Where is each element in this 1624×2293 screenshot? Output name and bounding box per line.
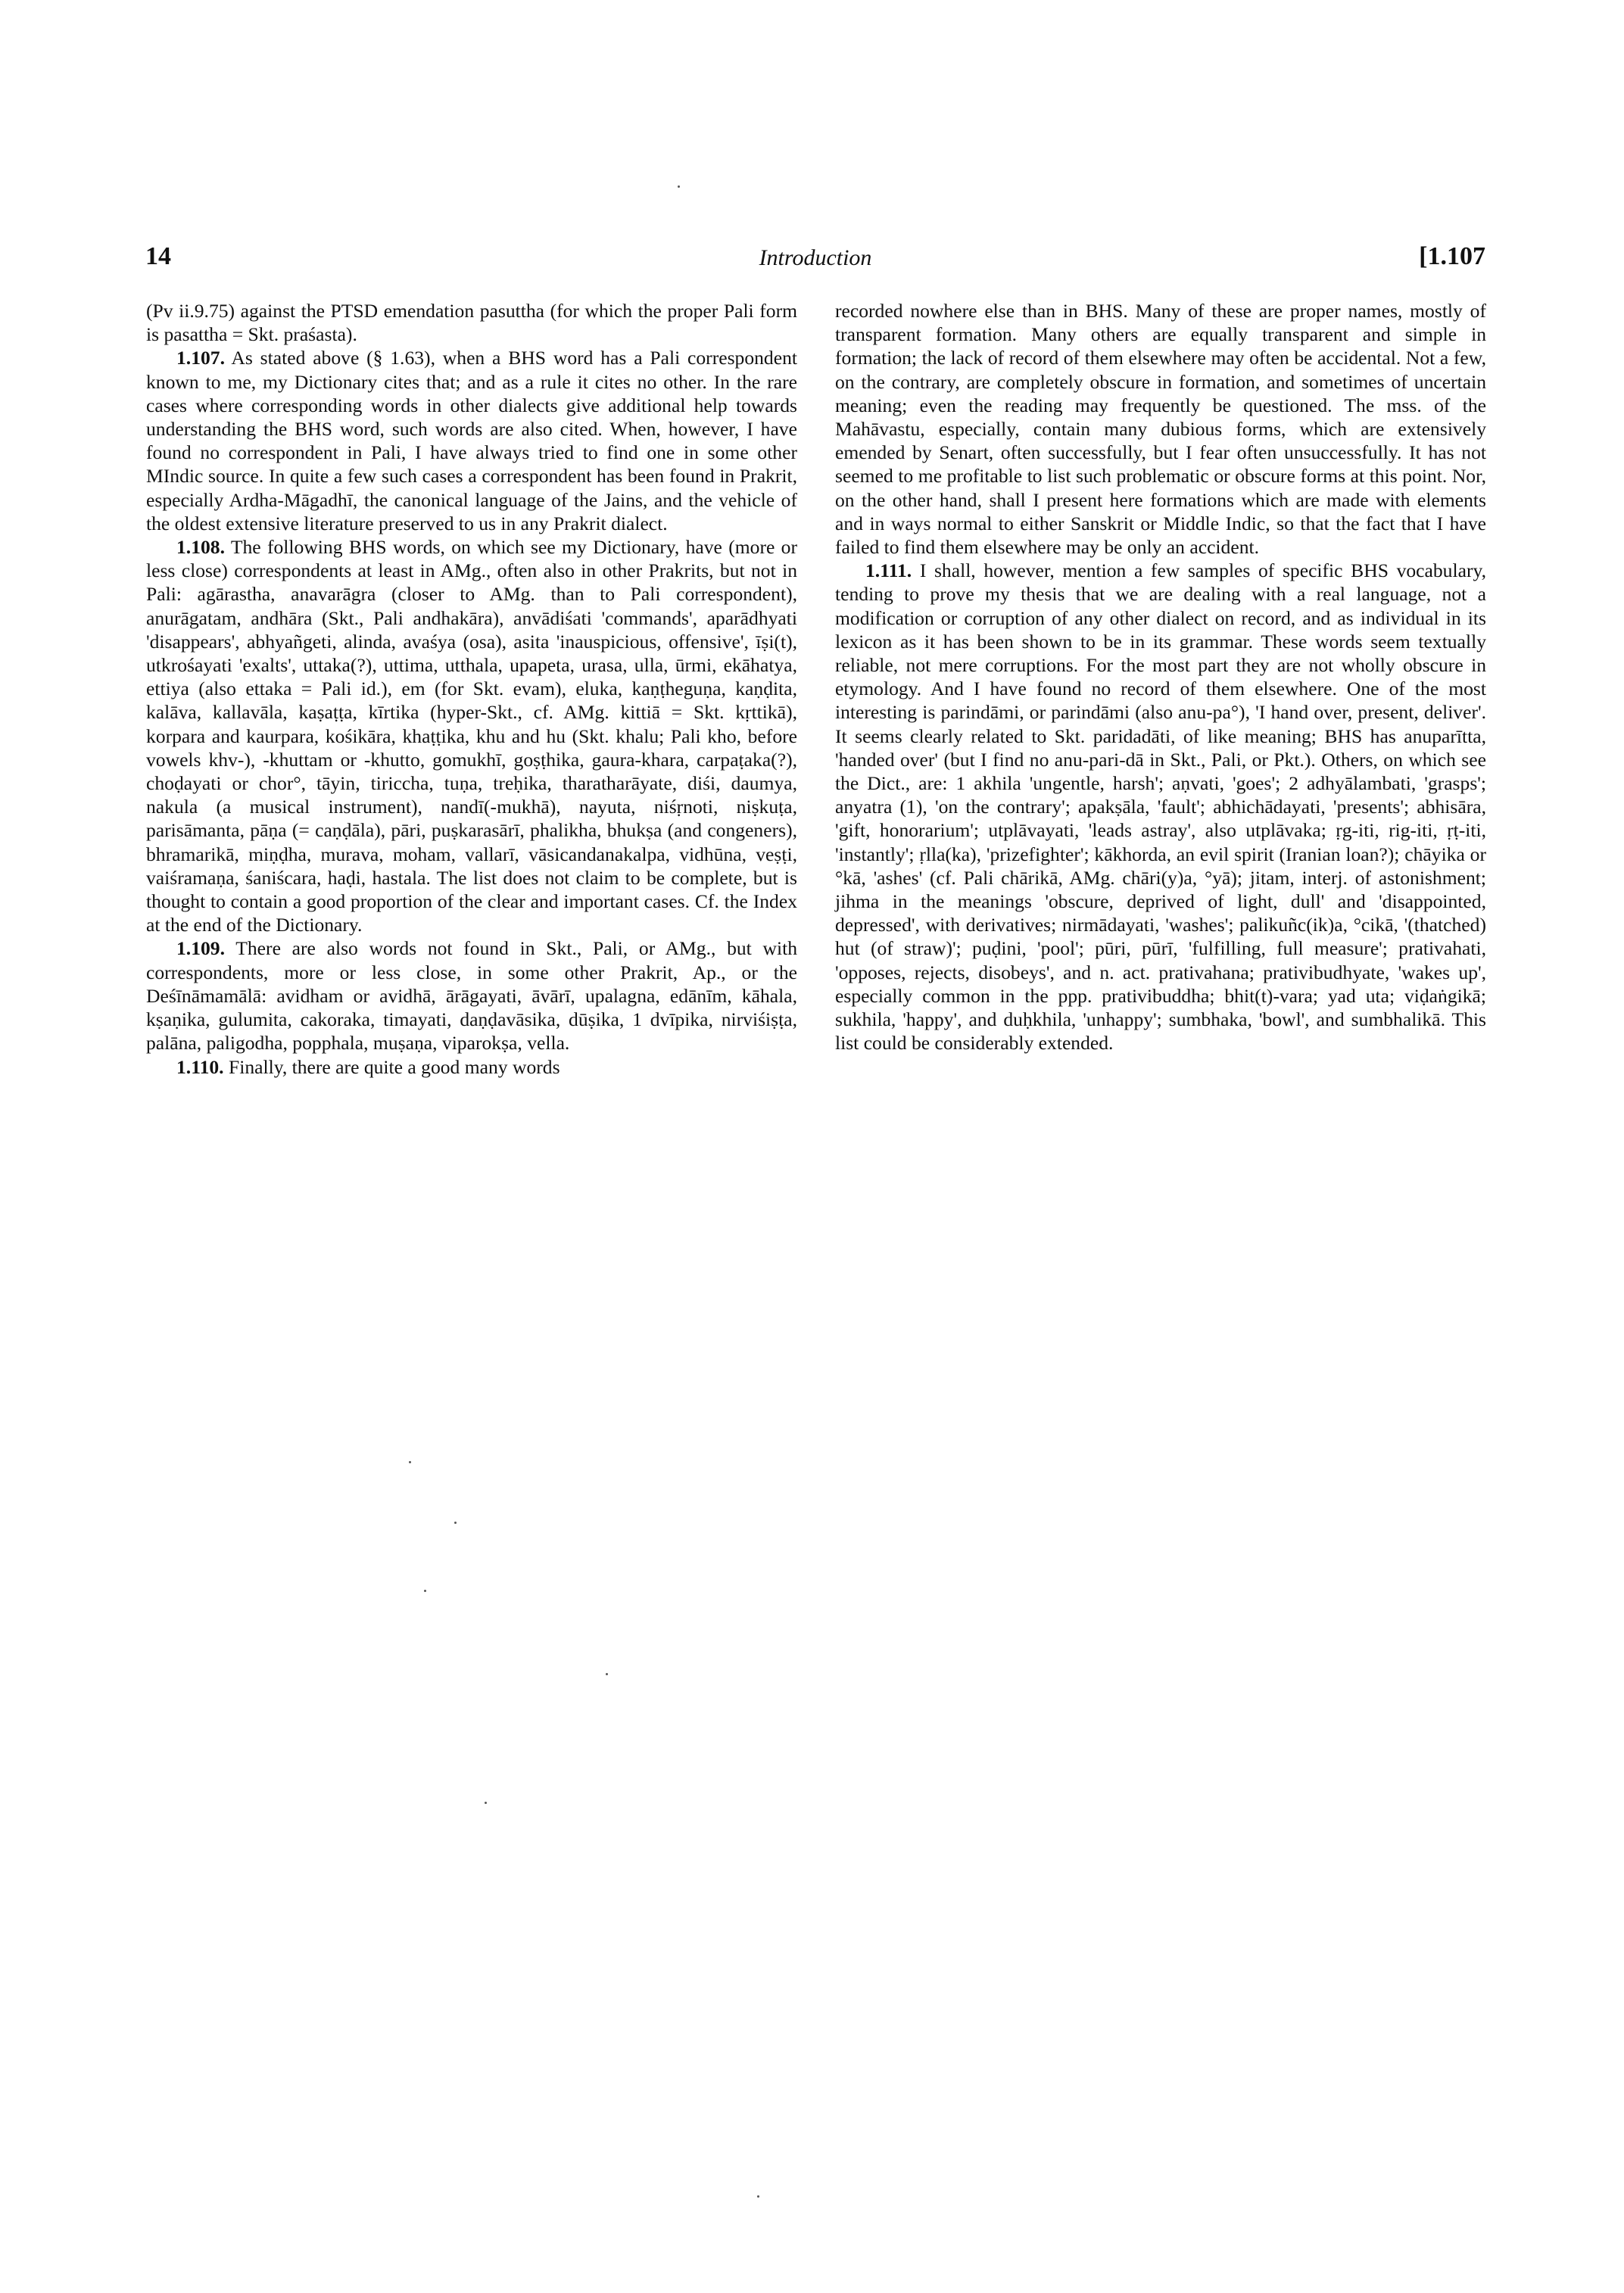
paragraph-1-107 (146, 346, 797, 535)
page-number: 14 (145, 242, 171, 270)
paragraph-continuation: recorded nowhere else than in BHS. Many of these are proper names, mostly of transparent formation. Many others are equally transparent and simple in formation; the lack of record of them elsewhere may often be accidental. Not a few, on the contrary, are completely obscure in formation, and sometimes of uncertain meaning; even the reading may frequently be questioned. The mss. of the Mahāvastu, especially, contain many dubious forms, which are extensively emended by Senart, often successfully, but I fear often unsuccessfully. It has not seemed to me profitable to list such problematic or obscure forms at this point. Nor, on the other hand, shall I present here formations which are made with elements and in ways normal to either Sanskrit or Middle Indic, so that the fact that I have failed to find them elsewhere may be only an accident. (835, 300, 1486, 559)
left-column (146, 299, 797, 1079)
section-number: 1.110. (176, 1055, 224, 1078)
scan-speck (606, 1673, 608, 1675)
scan-speck (454, 1522, 457, 1524)
paragraph-1-109 (146, 936, 797, 1055)
paragraph-1-108 (146, 535, 797, 936)
paragraph-text: As stated above (§ 1.63), when a BHS word has a Pali correspondent known to me, my Dictionary cites that; and as a rule it cites no other. In the rare cases where corresponding words in other dialects give additional help towards understanding the BHS word, such words are also cited. When, however, I have found no correspondent in Pali, I have always tried to find one in some other MIndic source. In quite a few such cases a correspondent has been found in Prakrit, especially Ardha-Māgadhī, the canonical language of the Jains, and the vehicle of the oldest extensive literature preserved to us in any Prakrit dialect. (146, 347, 797, 534)
scan-speck (409, 1461, 411, 1463)
scan-speck (485, 1802, 487, 1804)
running-title: Introduction (759, 245, 872, 270)
right-column (835, 299, 1486, 1055)
section-reference: [1.107 (1419, 242, 1485, 270)
paragraph-text: Finally, there are quite a good many words (228, 1055, 560, 1078)
scan-speck (757, 2195, 759, 2198)
scan-speck (424, 1590, 426, 1592)
section-number: 1.107. (176, 347, 225, 369)
section-number: 1.111. (865, 559, 912, 582)
section-number: 1.108. (176, 536, 225, 559)
paragraph-text: There are also words not found in Skt., Pali, or AMg., but with correspondents, more or less close, in some other Prakrit, Ap., or the Deśīnāmamālā: avidham or avidhā, ārāgayati, āvārī, upalagna, edānīm, kāhala, kṣaṇika, gulumita, cakoraka, timayati, daṇḍavāsika, dūṣika, 1 dvīpika, nirviśiṣṭa, palāna, paligodha, popphala, muṣaṇa, viparokṣa, vella. (146, 937, 798, 1055)
section-number: 1.109. (176, 937, 225, 960)
scan-speck (678, 185, 680, 188)
paragraph-continuation: (Pv ii.9.75) against the PTSD emendation pasuttha (for which the proper Pali form is pasattha = Skt. praśasta). (146, 300, 797, 346)
paragraph-1-111 (835, 559, 1486, 1055)
paragraph-1-110 (146, 1055, 797, 1079)
paragraph-text: The following BHS words, on which see my Dictionary, have (more or less close) correspondents at least in AMg., often also in other Prakrits, but not in Pali: agārastha, anavarāgra (closer to AMg. than to Pali correspondent), anurāgatam, andhāra (Skt., Pali andhakāra), anvādiśati 'commands', aparādhyati 'disappears', abhyañgeti, alinda, avaśya (osa), asita 'inauspicious, offensive', īṣi(t), utkrośayati 'exalts', uttaka(?), uttima, utthala, upapeta, urasa, ulla, ūrmi, ekāhatya, ettiya (also ettaka = Pali id.), em (for Skt. evam), eluka, kaṇṭheguṇa, kaṇḍita, kalāva, kallavāla, kaṣaṭṭa, kīrtika (hyper-Skt., cf. AMg. kittiā = Skt. kṛttikā), korpara and kaurpara, kośikāra, khaṭṭika, khu and hu (Skt. khalu; Pali kho, before vowels khv-), -khuttam or -khutto, gomukhī, goṣṭhika, gaura-khara, carpaṭaka(?), choḍayati or chor°, tāyin, tiriccha, tuṇa, treḥika, tharatharāyate, diśi, daumya, nakula (a musical instrument), nandī(-mukhā), nayuta, niśṛnoti, niṣkuṭa, parisāmanta, pāṇa (= caṇḍāla), pāri, puṣkarasārī, phalikha, bhukṣa (and congeners), bhramarikā, miṇḍha, murava, moham, vallarī, vāsicandanakalpa, vidhūna, veṣṭi, vaiśramaṇa, śaniścara, haḍi, hastala. The list does not claim to be complete, but is thought to contain a good proportion of the clear and important cases. Cf. the Index at the end of the Dictionary. (146, 536, 797, 936)
paragraph-text: I shall, however, mention a few samples of specific BHS vocabulary, tending to prove my thesis that we are dealing with a real language, not a modification or corruption of any other dialect on record, and as individual in its lexicon as it has been shown to be in its grammar. These words seem textually reliable, not mere corruptions. For the most part they are not wholly obscure in etymology. And I have found no record of them elsewhere. One of the most interesting is parindāmi, or parindāmi (also anu-pa°), 'I hand over, present, deliver'. It seems clearly related to Skt. paridadāti, of like meaning; BHS has anuparītta, 'handed over' (but I find no anu-pari-dā in Skt., Pali, or Pkt.). Others, on which see the Dict., are: 1 akhila 'ungentle, harsh'; aṇvati, 'goes'; 2 adhyālambati, 'grasps'; anyatra (1), 'on the contrary'; apakṣāla, 'fault'; abhichādayati, 'presents'; abhisāra, 'gift, honorarium'; utplāvayati, 'leads astray', also utplāvaka; ṛg-iti, rig-iti, ṛṭ-iti, 'instantly'; ṛlla(ka), 'prizefighter'; kākhorda, an evil spirit (Iranian loan?); chāyika or °kā, 'ashes' (cf. Pali chārikā, AMg. chāri(y)a, °yā); jitam, interj. of astonishment; jihma in the meanings 'obscure, deprived of light, dull' and 'disappointed, depressed', with derivatives; nirmādayati, 'washes'; palikuñc(ik)a, °cikā, '(thatched) hut (of straw)'; puḍini, 'pool'; pūri, pūrī, 'fulfilling, full measure'; prativahati, 'opposes, rejects, disobeys', and n. act. prativahana; prativibudhyate, 'wakes up', especially common in the ppp. prativibuddha; bhit(t)-vara; yad uta; viḍaṅgikā; sukhila, 'happy', and duḥkhila, 'unhappy'; sumbhaka, 'bowl', and sumbhalikā. This list could be considerably extended. (835, 559, 1486, 1055)
page-header (145, 242, 1485, 280)
